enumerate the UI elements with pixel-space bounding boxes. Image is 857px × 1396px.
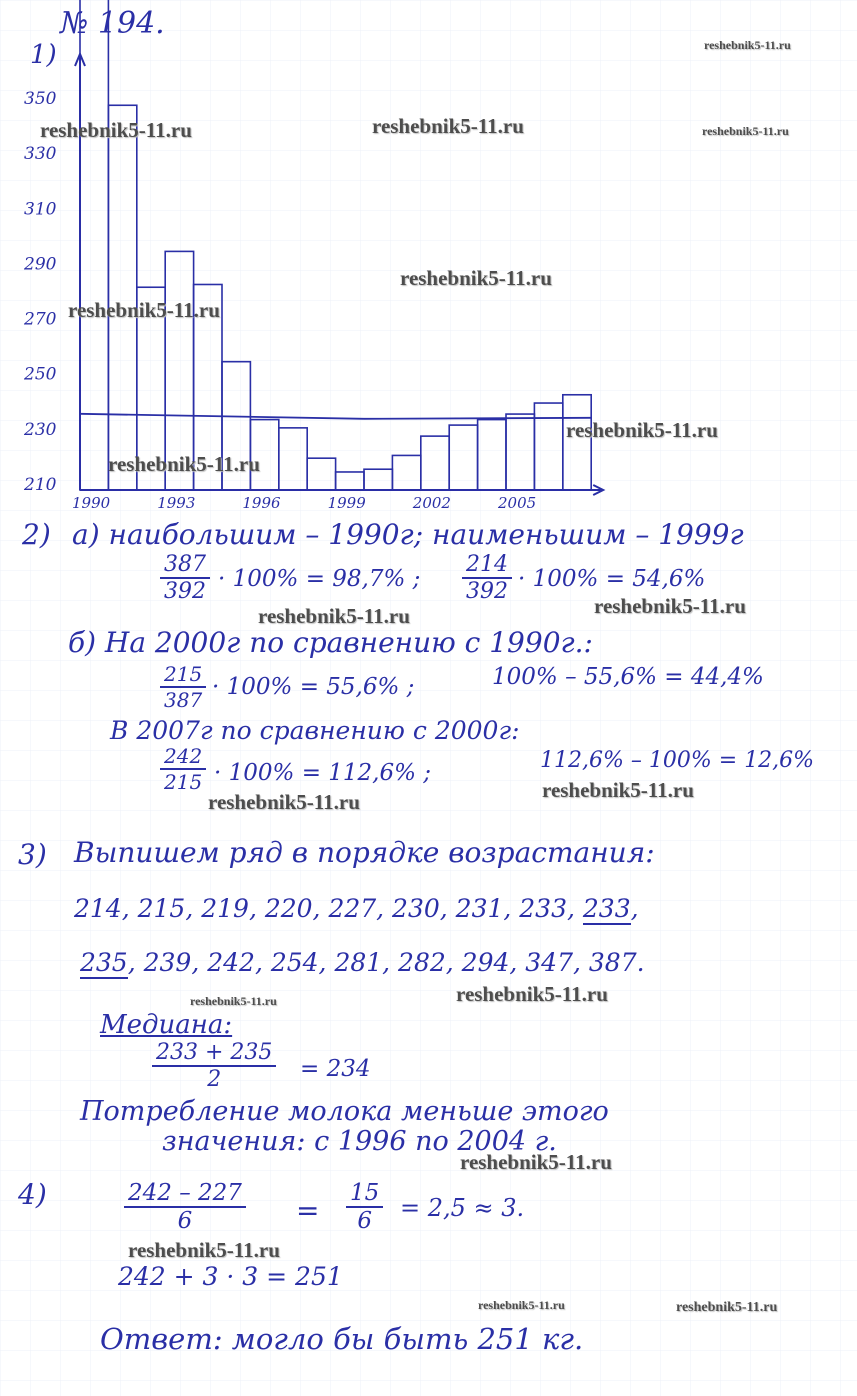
part2-v-difference: 112,6% – 100% = 12,6% (540, 748, 815, 773)
watermark: reshebnik5-11.ru (704, 38, 791, 52)
median-right-value: 235 (80, 948, 128, 977)
fraction-numerator: 242 (160, 744, 206, 770)
conclusion-line-2: значения: с 1996 по 2004 г. (162, 1126, 557, 1157)
histogram-bar (478, 420, 506, 490)
watermark: reshebnik5-11.ru (460, 1150, 612, 1174)
watermark: reshebnik5-11.ru (258, 604, 410, 628)
fraction-numerator: 214 (462, 552, 512, 579)
histogram-bar (364, 469, 392, 490)
watermark: reshebnik5-11.ru (478, 1298, 565, 1312)
x-tick-label: 2002 (412, 494, 451, 512)
part4-fraction-b (346, 1180, 383, 1234)
fraction-denominator: 392 (466, 579, 508, 604)
histogram-bar (307, 458, 335, 490)
watermark: reshebnik5-11.ru (702, 124, 789, 138)
fraction-denominator: 392 (164, 579, 206, 604)
watermark: reshebnik5-11.ru (108, 452, 260, 476)
part4-fraction-b-result: = 2,5 ≈ 3. (400, 1194, 525, 1222)
y-tick-label: 210 (24, 475, 57, 495)
y-tick-label: 230 (24, 419, 57, 440)
x-tick-label: 1999 (327, 494, 366, 512)
sorted-row-1 (74, 894, 639, 923)
fraction-214-392 (462, 552, 512, 604)
fraction-numerator: 387 (160, 552, 210, 579)
sorted-row-1-comma: , (630, 894, 639, 923)
part2-frac2-result: · 100% = 54,6% (518, 566, 706, 592)
watermark: reshebnik5-11.ru (456, 982, 608, 1006)
histogram-bar (279, 428, 307, 490)
y-tick-label: 250 (24, 364, 57, 385)
watermark: reshebnik5-11.ru (400, 266, 552, 290)
part2-b-line: б) На 2000г по сравнению с 1990г.: (68, 626, 593, 659)
fraction-numerator: 242 – 227 (124, 1180, 246, 1208)
fraction-denominator: 387 (164, 688, 203, 712)
part4-equals: = (296, 1194, 320, 1227)
task-number: № 194. (60, 6, 165, 41)
fraction-242-215 (160, 744, 206, 794)
part2-frac1-result: · 100% = 98,7% ; (218, 566, 421, 592)
histogram-bar (449, 425, 477, 490)
part2-v-line: В 2007г по сравнению с 2000г: (110, 716, 520, 745)
part2-frac3-result: · 100% = 55,6% ; (212, 674, 415, 700)
median-title: Медиана: (100, 1010, 233, 1040)
part2-label: 2) (22, 518, 51, 551)
histogram-bar (392, 455, 420, 490)
histogram-bar (534, 403, 562, 490)
fraction-denominator: 6 (357, 1208, 372, 1234)
histogram-bar (336, 472, 364, 490)
histogram-bar (421, 436, 449, 490)
sorted-row-1-values: 214, 215, 219, 220, 227, 230, 231, 233, (74, 894, 583, 923)
watermark: reshebnik5-11.ru (190, 994, 277, 1008)
watermark: reshebnik5-11.ru (68, 298, 220, 322)
milk-consumption-histogram (0, 0, 857, 520)
y-tick-label: 310 (24, 199, 57, 220)
y-tick-label: 290 (24, 254, 57, 275)
histogram-bar (80, 0, 108, 490)
median-left-value: 233 (582, 894, 631, 923)
part1-label: 1) (30, 40, 57, 70)
x-tick-label: 1990 (72, 494, 111, 512)
part3-heading: Выпишем ряд в порядке возрастания: (74, 836, 655, 869)
median-reference-line (364, 418, 591, 419)
x-tick-label: 1996 (242, 494, 281, 512)
y-tick-label: 330 (24, 144, 57, 165)
x-tick-label: 1993 (157, 494, 196, 512)
watermark: reshebnik5-11.ru (676, 1300, 778, 1315)
watermark: reshebnik5-11.ru (128, 1238, 280, 1262)
median-fraction (152, 1040, 276, 1092)
watermark: reshebnik5-11.ru (542, 778, 694, 802)
fraction-numerator: 233 + 235 (152, 1040, 276, 1067)
part4-fraction-a (124, 1180, 246, 1234)
fraction-215-387 (160, 662, 206, 712)
watermark: reshebnik5-11.ru (208, 790, 360, 814)
fraction-denominator: 6 (177, 1208, 193, 1234)
fraction-numerator: 215 (160, 662, 206, 688)
fraction-387-392 (160, 552, 210, 604)
histogram-bar (506, 414, 534, 490)
median-result: = 234 (300, 1056, 371, 1082)
x-tick-label: 2005 (498, 494, 537, 512)
y-tick-label: 350 (24, 89, 57, 109)
watermark: reshebnik5-11.ru (566, 418, 718, 442)
fraction-numerator: 15 (346, 1180, 383, 1208)
y-tick-label: 270 (24, 309, 57, 330)
part4-calculation: 242 + 3 · 3 = 251 (118, 1262, 343, 1291)
watermark: reshebnik5-11.ru (40, 118, 192, 142)
conclusion-line-1: Потребление молока меньше этого (80, 1096, 609, 1127)
watermark: reshebnik5-11.ru (594, 594, 746, 618)
part3-label: 3) (18, 838, 47, 871)
watermark: reshebnik5-11.ru (372, 114, 524, 138)
part2-frac4-result: · 100% = 112,6% ; (214, 760, 432, 786)
sorted-row-2-values: , 239, 242, 254, 281, 282, 294, 347, 387. (127, 948, 645, 977)
final-answer: Ответ: могло бы быть 251 кг. (100, 1322, 584, 1356)
sorted-row-2 (80, 948, 645, 977)
part2-b-difference: 100% – 55,6% = 44,4% (492, 664, 764, 690)
fraction-denominator: 2 (207, 1067, 222, 1092)
fraction-denominator: 215 (164, 770, 203, 794)
part4-label: 4) (18, 1178, 47, 1211)
part2-a-line: а) наибольшим – 1990г; наименьшим – 1999г (72, 518, 744, 551)
